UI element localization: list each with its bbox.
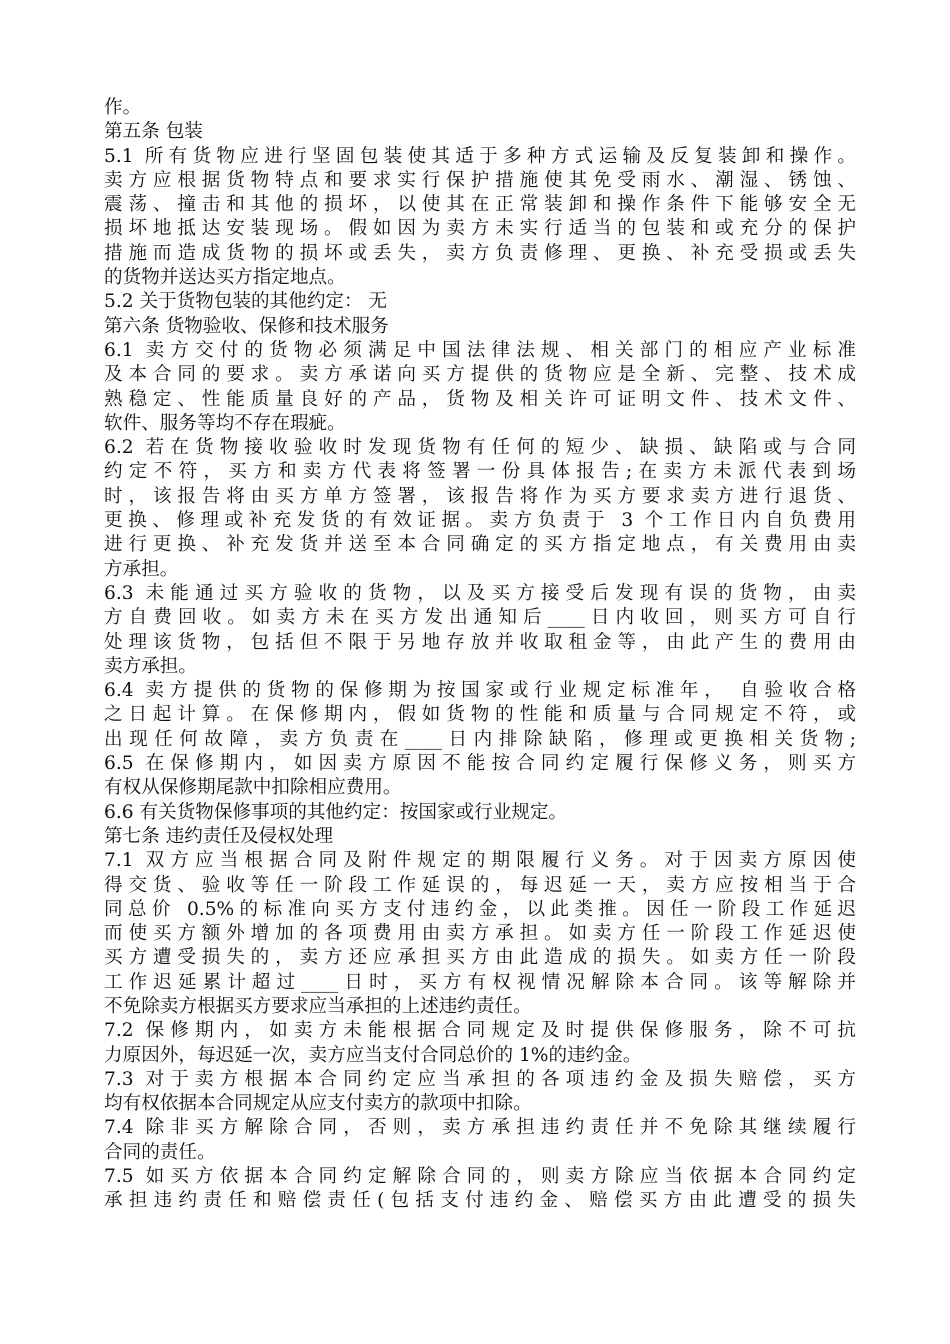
text-line: 7.2 保修期内，如卖方未能根据合同规定及时提供保修服务，除不可抗 — [104, 1020, 856, 1042]
text-line: 6.5 在保修期内，如因卖方原因不能按合同约定履行保修义务，则买方 — [104, 753, 856, 775]
text-line: 工作迟延累计超过____日时，买方有权视情况解除本合同。该等解除并 — [104, 971, 856, 993]
text-line: 7.4 除非买方解除合同，否则，卖方承担违约责任并不免除其继续履行 — [104, 1117, 856, 1139]
text-line: 卖方承担。 — [104, 655, 197, 677]
text-line: 承担违约责任和赔偿责任(包括支付违约金、赔偿买方由此遭受的损失 — [104, 1190, 856, 1212]
text-line: 6.2 若在货物接收验收时发现货物有任何的短少、缺损、缺陷或与合同 — [104, 437, 856, 459]
text-line: 6.3 未能通过买方验收的货物，以及买方接受后发现有误的货物，由卖 — [104, 582, 856, 604]
text-line: 时，该报告将由买方单方签署，该报告将作为买方要求卖方进行退货、 — [104, 485, 856, 507]
text-line: 6.1 卖方交付的货物必须满足中国法律法规、相关部门的相应产业标准 — [104, 339, 856, 361]
text-line: 力原因外，每迟延一次，卖方应当支付合同总价的 1%的违约金。 — [104, 1044, 642, 1066]
text-line: 合同的责任。 — [104, 1141, 216, 1163]
section-heading-7: 第七条 违约责任及侵权处理 — [104, 825, 334, 847]
contract-page — [104, 96, 856, 1214]
text-line: 损坏地抵达安装现场。假如因为卖方未实行适当的包装和或充分的保护 — [104, 218, 856, 240]
text-line: 7.5 如买方依据本合同约定解除合同的，则卖方除应当依据本合同约定 — [104, 1166, 856, 1188]
text-line: 7.1 双方应当根据合同及附件规定的期限履行义务。对于因卖方原因使 — [104, 850, 856, 872]
text-line: 进行更换、补充发货并送至本合同确定的买方指定地点，有关费用由卖 — [104, 534, 856, 556]
text-line: 5.2 关于货物包装的其他约定： 无 — [104, 291, 388, 313]
text-line: 熟稳定、性能质量良好的产品，货物及相关许可证明文件、技术文件、 — [104, 388, 856, 410]
text-line: 5.1 所有货物应进行坚固包装使其适于多种方式运输及反复装卸和操作。 — [104, 145, 856, 167]
text-line: 之日起计算。在保修期内，假如货物的性能和质量与合同规定不符，或 — [104, 704, 856, 726]
text-line: 约定不符，买方和卖方代表将签署一份具体报告;在卖方未派代表到场 — [104, 461, 856, 483]
text-line: 不免除卖方根据买方要求应当承担的上述违约责任。 — [104, 995, 532, 1017]
text-line: 同总价 0.5%的标准向买方支付违约金，以此类推。因任一阶段工作延迟 — [104, 898, 856, 920]
text-line: 作。 — [104, 97, 142, 118]
text-line: 7.3 对于卖方根据本合同约定应当承担的各项违约金及损失赔偿，买方 — [104, 1068, 856, 1090]
text-line: 均有权依据本合同规定从应支付卖方的款项中扣除。 — [104, 1093, 532, 1115]
section-heading-6: 第六条 货物验收、保修和技术服务 — [104, 315, 389, 337]
text-line: 方自费回收。如卖方未在买方发出通知后____日内收回，则买方可自行 — [104, 607, 856, 629]
text-line: 得交货、验收等任一阶段工作延误的，每迟延一天，卖方应按相当于合 — [104, 874, 856, 896]
text-line: 震荡、撞击和其他的损坏，以使其在正常装卸和操作条件下能够安全无 — [104, 194, 856, 216]
text-line: 而使买方额外增加的各项费用由卖方承担。如卖方任一阶段工作延迟使 — [104, 923, 856, 945]
text-line: 有权从保修期尾款中扣除相应费用。 — [104, 777, 402, 799]
text-line: 的货物并送达买方指定地点。 — [104, 267, 346, 289]
section-heading-5: 第五条 包装 — [104, 121, 203, 143]
text-line: 买方遭受损失的，卖方还应承担买方由此造成的损失。如卖方任一阶段 — [104, 947, 856, 969]
text-line: 卖方应根据货物特点和要求实行保护措施使其免受雨水、潮湿、锈蚀、 — [104, 169, 856, 191]
text-line: 出现任何故障，卖方负责在____日内排除缺陷，修理或更换相关货物; — [104, 728, 856, 750]
text-line: 更换、修理或补充发货的有效证据。卖方负责于 3 个工作日内自负费用 — [104, 510, 856, 532]
text-line: 处理该货物，包括但不限于另地存放并收取租金等，由此产生的费用由 — [104, 631, 856, 653]
text-line: 方承担。 — [104, 558, 179, 580]
text-line: 6.6 有关货物保修事项的其他约定：按国家或行业规定。 — [104, 801, 568, 823]
text-line: 6.4 卖方提供的货物的保修期为按国家或行业规定标准年， 自验收合格 — [104, 680, 856, 702]
text-line: 措施而造成货物的损坏或丢失，卖方负责修理、更换、补充受损或丢失 — [104, 242, 856, 264]
text-line: 及本合同的要求。卖方承诺向买方提供的货物应是全新、完整、技术成 — [104, 364, 856, 386]
text-line: 软件、服务等均不存在瑕疵。 — [104, 412, 346, 434]
